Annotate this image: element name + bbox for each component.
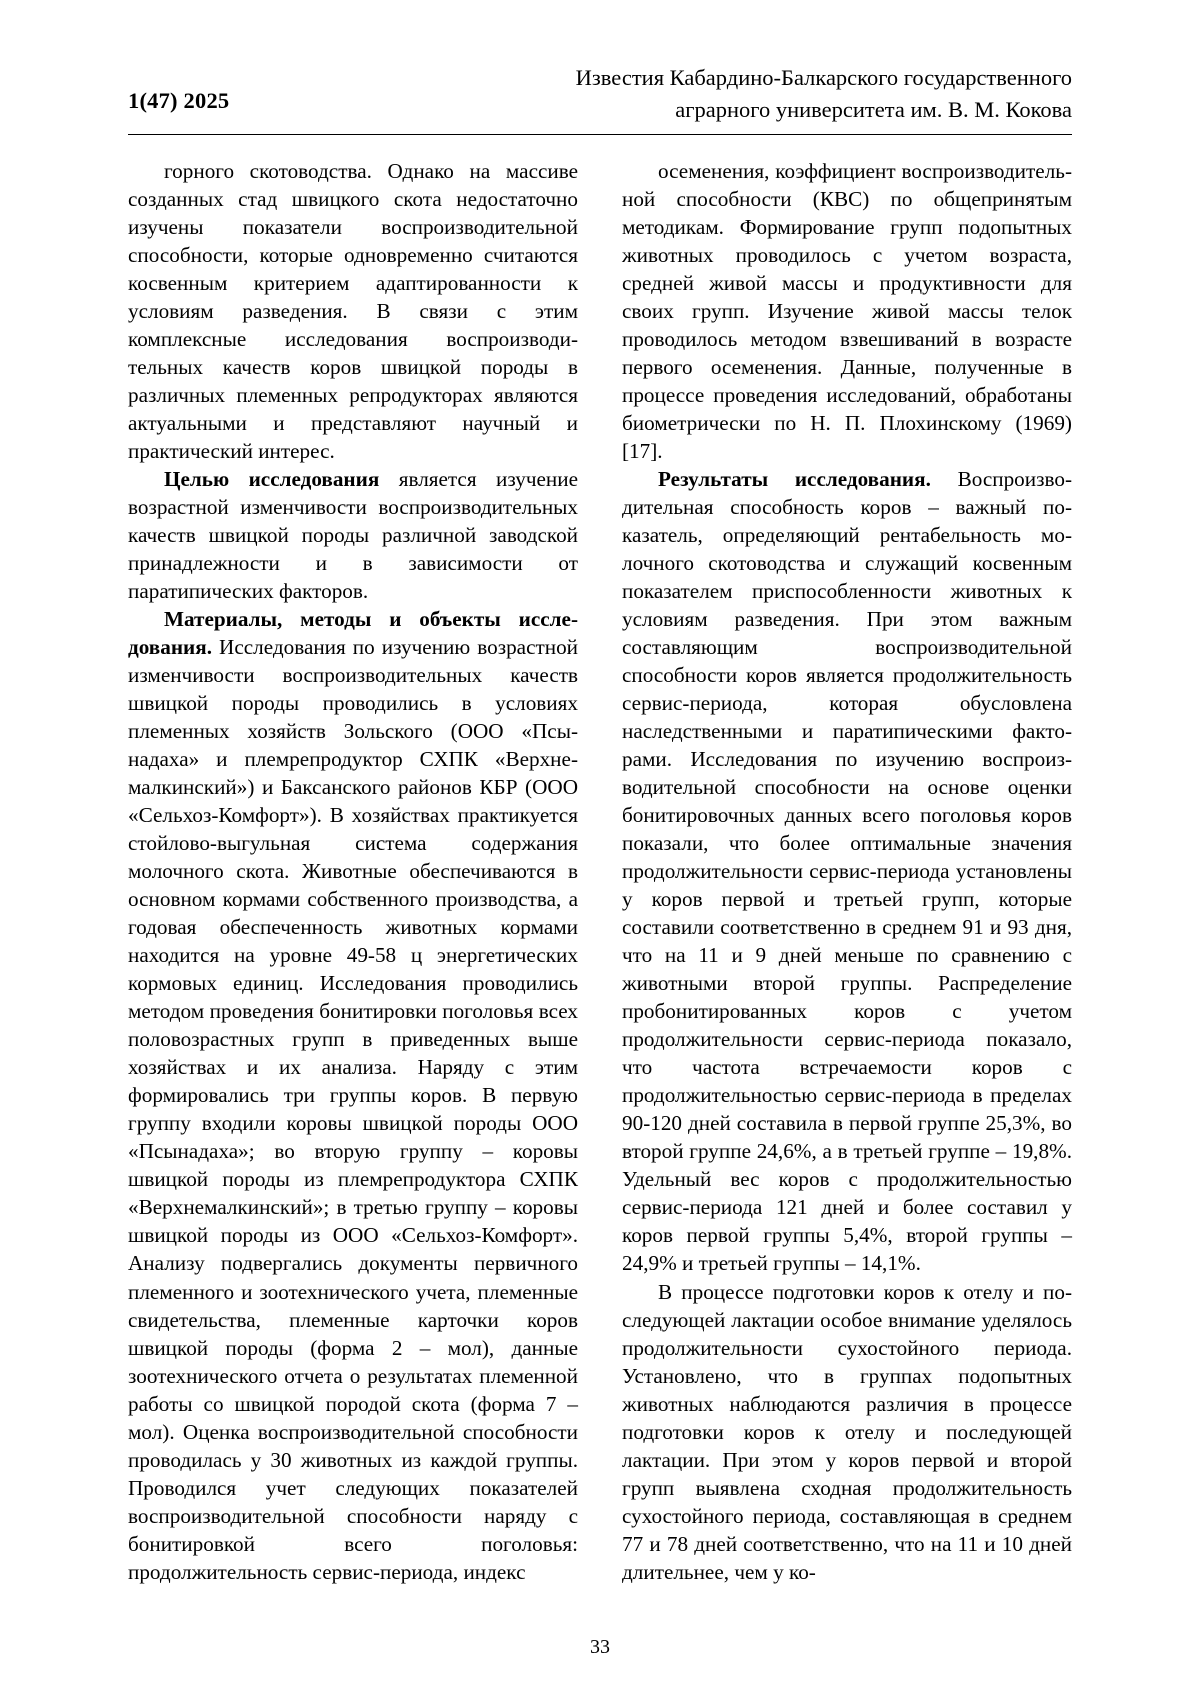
journal-title: [372, 62, 1072, 126]
paragraph-left-2: [128, 465, 578, 605]
materials-heading: Материалы, методы и объекты исследования.: [128, 607, 578, 660]
paragraph-right-3: В процессе подготовки коров к отелу и последующей лактации особое внимание уделялось продолжительности сухостойного периода. Установлено, что в группах подопытных животных наблюдаются различия в процессе подготовки коров к отелу и последующей лактации. При этом у коров первой и второй групп выявлена сходная продолжительность сухостойного периода, составляющая в среднем 77 и 78 дней соответственно, что на 11 и 10 дней длительнее, чем у ко-: [622, 1279, 1072, 1584]
results-heading: Результаты исследования.: [658, 467, 931, 492]
left-column: [128, 157, 578, 1586]
two-column-body: [128, 157, 1072, 1586]
purpose-text: является изучение возрастной изменчивости воспроизводительных качеств швицкой породы различной заводской принадлежности и в зависимости от паратипических факторов.: [128, 467, 578, 604]
results-text: Воспроизводительная способность коров – важный показатель, определяющий рентабельность молочного скотоводства и служащий косвенным показателем приспособленности животных к условиям разведения. При этом важным составляющим воспроизводительной способности коров является продолжительность сервис-периода, которая обусловлена наследственными и паратипическими факторами. Исследования по изучению воспроизводительной способности на основе оценки бонитировочных данных всего поголовья коров показали, что более оптимальные значения продолжительности сервис-периода установлены у коров первой и третьей групп, которые составили соответственно в среднем 91 и 93 дня, что на 11 и 9 дней меньше по сравнению с животными второй группы. Распределение пробонитированных коров с учетом продолжительности сервис-периода показало, что частота встречаемости коров с продолжительностью сервис-периода в пределах 90-120 дней составила в первой группе 25,3%, во второй группе 24,6%, а в третьей группе – 19,8%. Удельный вес коров с продолжительностью сервис-периода 121 дней и более составил у коров первой группы 5,4%, второй группы – 24,9% и третьей группы – 14,1%.: [622, 467, 1072, 1276]
paragraph-left-3: [128, 605, 578, 1586]
page-header: [128, 62, 1072, 126]
purpose-heading: Целью исследования: [164, 467, 380, 492]
page-number: 33: [590, 1636, 610, 1658]
right-column: [622, 157, 1072, 1586]
journal-title-line-2: аграрного университета им. В. М. Кокова: [675, 96, 1072, 122]
issue-number: 1(47) 2025: [128, 88, 230, 113]
paragraph-left-1: горного скотоводства. Однако на массиве созданных стад швицкого скота недостаточно изучены показатели воспроизводительной способности, которые одновременно считаются косвенным критерием адаптированности к условиям разведения. В связи с этим комплексные исследования воспроизводительных качеств коров швицкой породы в различных племенных репродукторах являются актуальными и представляют научный и практический интерес.: [128, 158, 578, 464]
paragraph-right-1: осеменения, коэффициент воспроизводительной способности (КВС) по общепринятым методикам. Формирование групп подопытных животных проводилось с учетом возраста, средней живой массы и продуктивности для своих групп. Изучение живой массы телок проводилось методом взвешиваний в возрасте первого осеменения. Данные, полученные в процессе проведения исследований, обработаны биометрически по Н. П. Плохинскому (1969) [17].: [622, 158, 1072, 464]
materials-text: Исследования по изучению возрастной изменчивости воспроизводительных качеств швицкой породы проводились в условиях племенных хозяйств Зольского (ООО «Псынадаха» и племрепродуктор СХПК «Верхнемалкинский») и Баксанского районов КБР (ООО «Сельхоз-Комфорт»). В хозяйствах практикуется стойлово-выгульная система содержания молочного скота. Животные обеспечиваются в основном кормами собственного производства, а годовая обеспеченность животных кормами находится на уровне 49-58 ц энергетических кормовых единиц. Исследования проводились методом проведения бонитировки поголовья всех половозрастных групп в приведенных выше хозяйствах и их анализа. Наряду с этим формировались три группы коров. В первую группу входили коровы швицкой породы ООО «Псынадаха»; во вторую группу – коровы швицкой породы из племрепродуктора СХПК «Верхнемалкинский»; в третью группу – коровы швицкой породы из ООО «Сельхоз-Комфорт». Анализу подвергались документы первичного племенного и зоотехнического учета, племенные свидетельства, племенные карточки коров швицкой породы (форма 2 – мол), данные зоотехнического отчета о результатах племенной работы со швицкой породой скота (форма 7 –мол). Оценка воспроизводительной способности проводилась у 30 животных из каждой группы. Проводился учет следующих показателей воспроизводительной способности наряду с бонитировкой всего поголовья: продолжительность сервис-периода, индекс: [128, 635, 578, 1584]
paragraph-right-2: [622, 465, 1072, 1277]
header-divider: [128, 134, 1072, 135]
journal-title-line-1: Известия Кабардино-Балкарского государственного: [575, 65, 1072, 90]
